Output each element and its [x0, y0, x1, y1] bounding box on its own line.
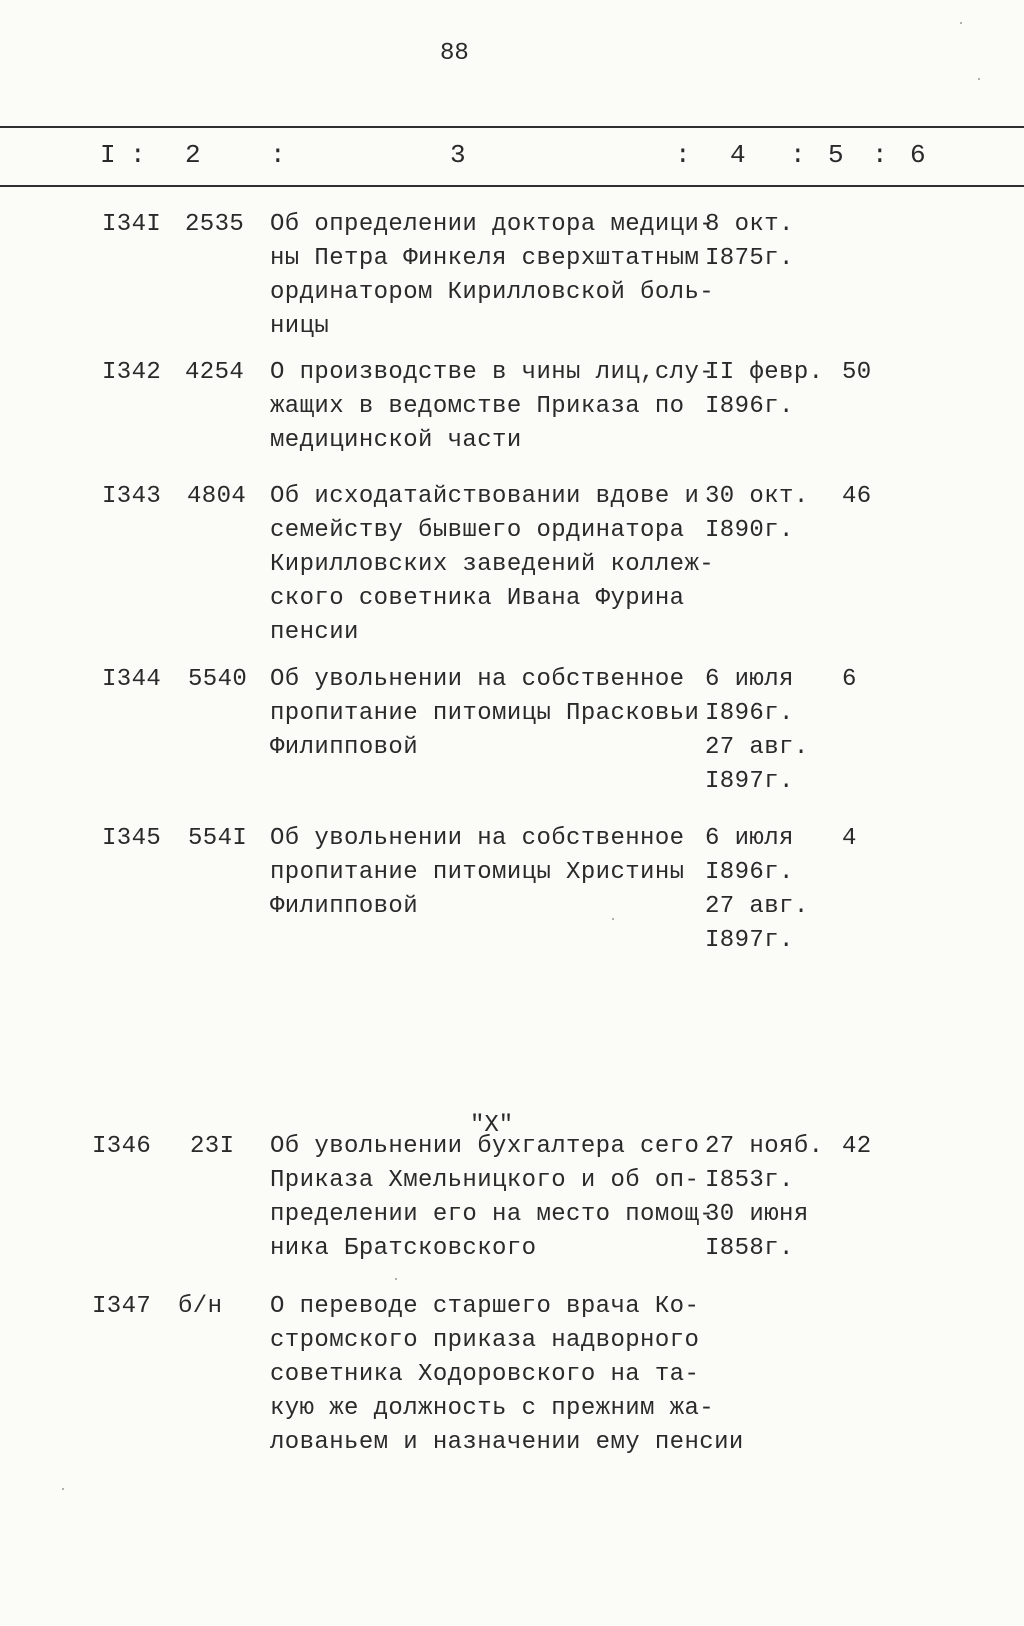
- entry-title-line: Об увольнении на собственное: [270, 666, 685, 693]
- entry-date-line: I858г.: [705, 1235, 794, 1262]
- header-rule-top: [0, 126, 1024, 128]
- entry-date-line: 8 окт.: [705, 211, 794, 238]
- entry-title-line: семейству бывшего ординатора: [270, 517, 685, 544]
- column-header-4: 4: [730, 140, 746, 170]
- document-number: 4254: [185, 359, 245, 386]
- entry-number: I347: [92, 1293, 152, 1320]
- entry-title-line: О производстве в чины лиц,слу-: [270, 359, 715, 386]
- entry-title-line: лованьем и назначении ему пенсии: [270, 1429, 744, 1456]
- entry-title-line: Филипповой: [270, 893, 419, 920]
- entry-date-line: 30 окт.: [705, 483, 809, 510]
- page-number: 88: [440, 40, 469, 67]
- sheet-count: 4: [842, 825, 857, 852]
- entry-title-line: Филипповой: [270, 734, 419, 761]
- entry-title-line: ника Братсковского: [270, 1235, 537, 1262]
- entry-date-line: I896г.: [705, 393, 794, 420]
- entry-date-line: I896г.: [705, 700, 794, 727]
- entry-title-line: пропитание питомицы Христины: [270, 859, 685, 886]
- column-header-2: 2: [185, 140, 201, 170]
- entry-date-line: 6 июля: [705, 825, 794, 852]
- sheet-count: 42: [842, 1133, 872, 1160]
- entry-date-line: 27 нояб.: [705, 1133, 824, 1160]
- entry-title-line: Кирилловских заведений коллеж-: [270, 551, 715, 578]
- entry-number: I34I: [102, 211, 162, 238]
- entry-date-line: 27 авг.: [705, 893, 809, 920]
- paper-speck: [395, 1278, 397, 1280]
- entry-date-line: I897г.: [705, 927, 794, 954]
- document-number: 5540: [188, 666, 248, 693]
- column-header-3: 3: [450, 140, 466, 170]
- sheet-count: 6: [842, 666, 857, 693]
- entry-date-line: 30 июня: [705, 1201, 809, 1228]
- entry-title-line: ницы: [270, 313, 330, 340]
- entry-date-line: I853г.: [705, 1167, 794, 1194]
- entry-title-line: ординатором Кирилловской боль-: [270, 279, 715, 306]
- entry-title-line: кую же должность с прежним жа-: [270, 1395, 715, 1422]
- column-separator: :: [790, 140, 806, 170]
- paper-speck: [978, 78, 980, 80]
- document-number: 2535: [185, 211, 245, 238]
- entry-number: I343: [102, 483, 162, 510]
- column-separator: :: [130, 140, 146, 170]
- column-header-6: 6: [910, 140, 926, 170]
- column-separator: :: [675, 140, 691, 170]
- entry-date-line: I897г.: [705, 768, 794, 795]
- entry-title-line: ского советника Ивана Фурина: [270, 585, 685, 612]
- column-separator: :: [270, 140, 286, 170]
- entry-title-line: Об увольнении на собственное: [270, 825, 685, 852]
- column-separator: :: [872, 140, 888, 170]
- document-number: 4804: [187, 483, 247, 510]
- entry-number: I344: [102, 666, 162, 693]
- sheet-count: 50: [842, 359, 872, 386]
- column-header: [0, 140, 1024, 176]
- entry-date-line: I896г.: [705, 859, 794, 886]
- paper-speck: [612, 918, 614, 920]
- entry-number: I345: [102, 825, 162, 852]
- entry-title-line: пределении его на место помощ-: [270, 1201, 715, 1228]
- section-title: "Х": [470, 1112, 514, 1139]
- entry-title-line: жащих в ведомстве Приказа по: [270, 393, 685, 420]
- entry-title-line: Об определении доктора медици-: [270, 211, 715, 238]
- document-number: б/н: [178, 1293, 223, 1320]
- entry-title-line: медицинской части: [270, 427, 522, 454]
- sheet-count: 46: [842, 483, 872, 510]
- entry-title-line: пенсии: [270, 619, 359, 646]
- entry-title-line: советника Ходоровского на та-: [270, 1361, 700, 1388]
- entry-date-line: I890г.: [705, 517, 794, 544]
- paper-speck: [62, 1488, 64, 1490]
- document-number: 554I: [188, 825, 248, 852]
- entry-title-line: стромского приказа надворного: [270, 1327, 700, 1354]
- entry-date-line: I875г.: [705, 245, 794, 272]
- column-header-1: I: [100, 140, 116, 170]
- document-number: 23I: [190, 1133, 235, 1160]
- entry-title-line: О переводе старшего врача Ко-: [270, 1293, 700, 1320]
- entry-date-line: 27 авг.: [705, 734, 809, 761]
- entry-date-line: 6 июля: [705, 666, 794, 693]
- entry-title-line: ны Петра Финкеля сверхштатным: [270, 245, 700, 272]
- entry-date-line: II февр.: [705, 359, 824, 386]
- entry-title-line: Приказа Хмельницкого и об оп-: [270, 1167, 700, 1194]
- paper-speck: [960, 22, 962, 24]
- entry-title-line: Об исходатайствовании вдове и: [270, 483, 700, 510]
- column-header-5: 5: [828, 140, 844, 170]
- entry-number: I342: [102, 359, 162, 386]
- entry-number: I346: [92, 1133, 152, 1160]
- entry-title-line: пропитание питомицы Прасковьи: [270, 700, 700, 727]
- entry-title-line: Об увольнении бухгалтера сего: [270, 1133, 700, 1160]
- header-rule-bottom: [0, 185, 1024, 187]
